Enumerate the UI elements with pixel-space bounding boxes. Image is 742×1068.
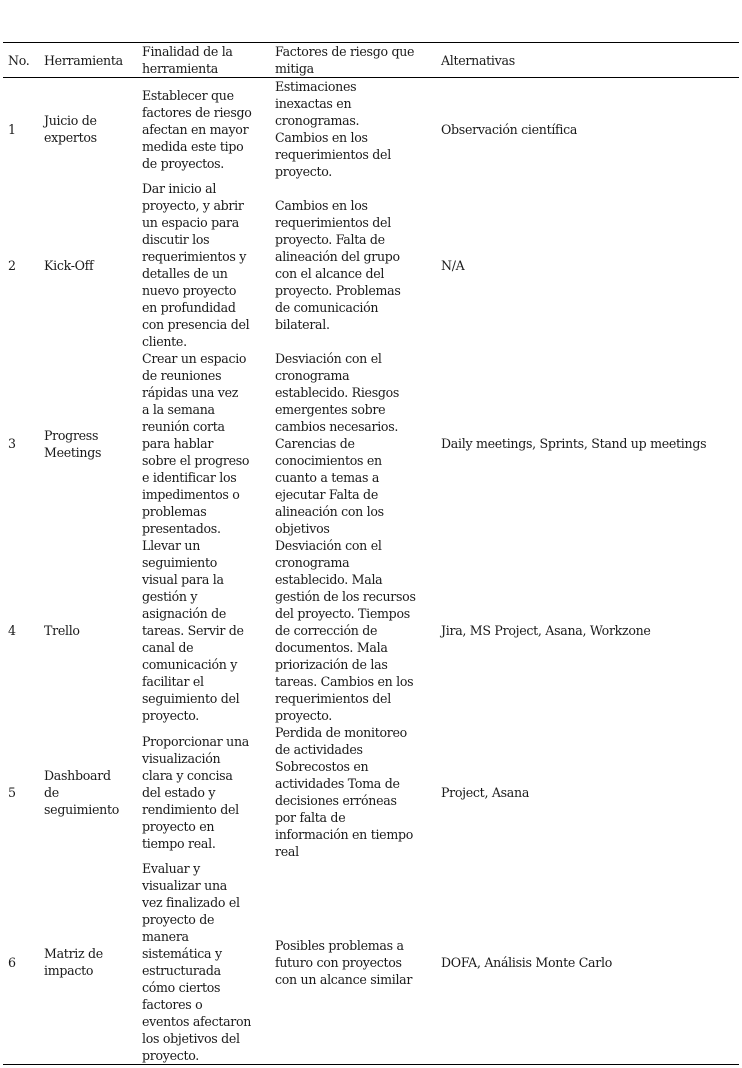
cell-alternatives: Project, Asana [441, 784, 530, 800]
cell-purpose: Crear un espacio de reuniones rápidas una vez a la semana reunión corta para hablar sobre el progreso e identificar los impedimentos o problemas presentados. [142, 351, 250, 536]
table-row [3, 78, 739, 181]
risk-tools-table [3, 42, 739, 1065]
cell-alternatives: Jira, MS Project, Asana, Workzone [441, 623, 651, 638]
cell-no: 2 [8, 257, 16, 273]
cell-tool: Dashboard de seguimiento [44, 767, 119, 817]
table-row [3, 350, 739, 537]
cell-risks: Desviación con el cronograma establecido. Riesgos emergentes sobre cambios necesarios. Carencias de conocimientos en cuanto a temas a ejecutar Falta de alineación con los objetivos [275, 351, 400, 536]
cell-risks: Desviación con el cronograma establecido. Mala gestión de los recursos del proyecto. Tiempos de corrección de documentos. Mala priorización de las tareas. Cambios en los requerimientos del proyecto. [275, 538, 416, 723]
cell-purpose: Proporcionar una visualización clara y concisa del estado y rendimiento del proyecto en tiempo real. [142, 733, 249, 851]
cell-tool: Matriz de impacto [44, 946, 103, 978]
cell-no: 5 [8, 784, 16, 800]
cell-alternatives: Daily meetings, Sprints, Stand up meetings [441, 436, 707, 451]
header-no: No. [8, 52, 30, 68]
table-row [3, 180, 739, 350]
cell-risks: Posibles problemas a futuro con proyectos con un alcance similar [275, 937, 413, 987]
cell-tool: Progress Meetings [44, 427, 102, 460]
cell-alternatives: Observación científica [441, 121, 578, 137]
table-row [3, 537, 739, 724]
cell-tool: Trello [44, 623, 80, 638]
cell-tool: Juicio de expertos [44, 113, 97, 145]
header-alternatives: Alternativas [441, 52, 515, 68]
cell-risks: Estimaciones inexactas en cronogramas. Cambios en los requerimientos del proyecto. [275, 79, 391, 179]
cell-purpose: Establecer que factores de riesgo afectan en mayor medida este tipo de proyectos. [142, 87, 252, 171]
cell-alternatives: N/A [441, 257, 465, 273]
header-purpose: Finalidad de la herramienta [142, 44, 233, 76]
cell-no: 6 [8, 954, 16, 970]
cell-purpose: Evaluar y visualizar una vez finalizado el proyecto de manera sistemática y estructurada cómo ciertos factores o eventos afectaron los objetivos del proyecto. [142, 861, 252, 1063]
cell-risks: Cambios en los requerimientos del proyecto. Falta de alineación del grupo con el alcance del proyecto. Problemas de comunicación bilateral. [275, 198, 401, 332]
table-header-row [3, 43, 739, 78]
cell-no: 4 [8, 623, 16, 638]
cell-alternatives: DOFA, Análisis Monte Carlo [441, 954, 612, 970]
header-tool: Herramienta [44, 52, 123, 68]
header-risks: Factores de riesgo que mitiga [275, 44, 415, 76]
cell-purpose: Dar inicio al proyecto, y abrir un espacio para discutir los requerimientos y detalles de un nuevo proyecto en profundidad con presencia del cliente. [142, 181, 250, 349]
table-row [3, 724, 739, 860]
cell-no: 1 [8, 121, 16, 137]
cell-purpose: Llevar un seguimiento visual para la gestión y asignación de tareas. Servir de canal de comunicación y facilitar el seguimiento del proyecto. [142, 538, 244, 723]
cell-risks: Perdida de monitoreo de actividades Sobrecostos en actividades Toma de decisiones erróneas por falta de información en tiempo real [275, 725, 414, 859]
table-row [3, 860, 739, 1065]
cell-tool: Kick-Off [44, 257, 94, 273]
cell-no: 3 [8, 436, 16, 451]
